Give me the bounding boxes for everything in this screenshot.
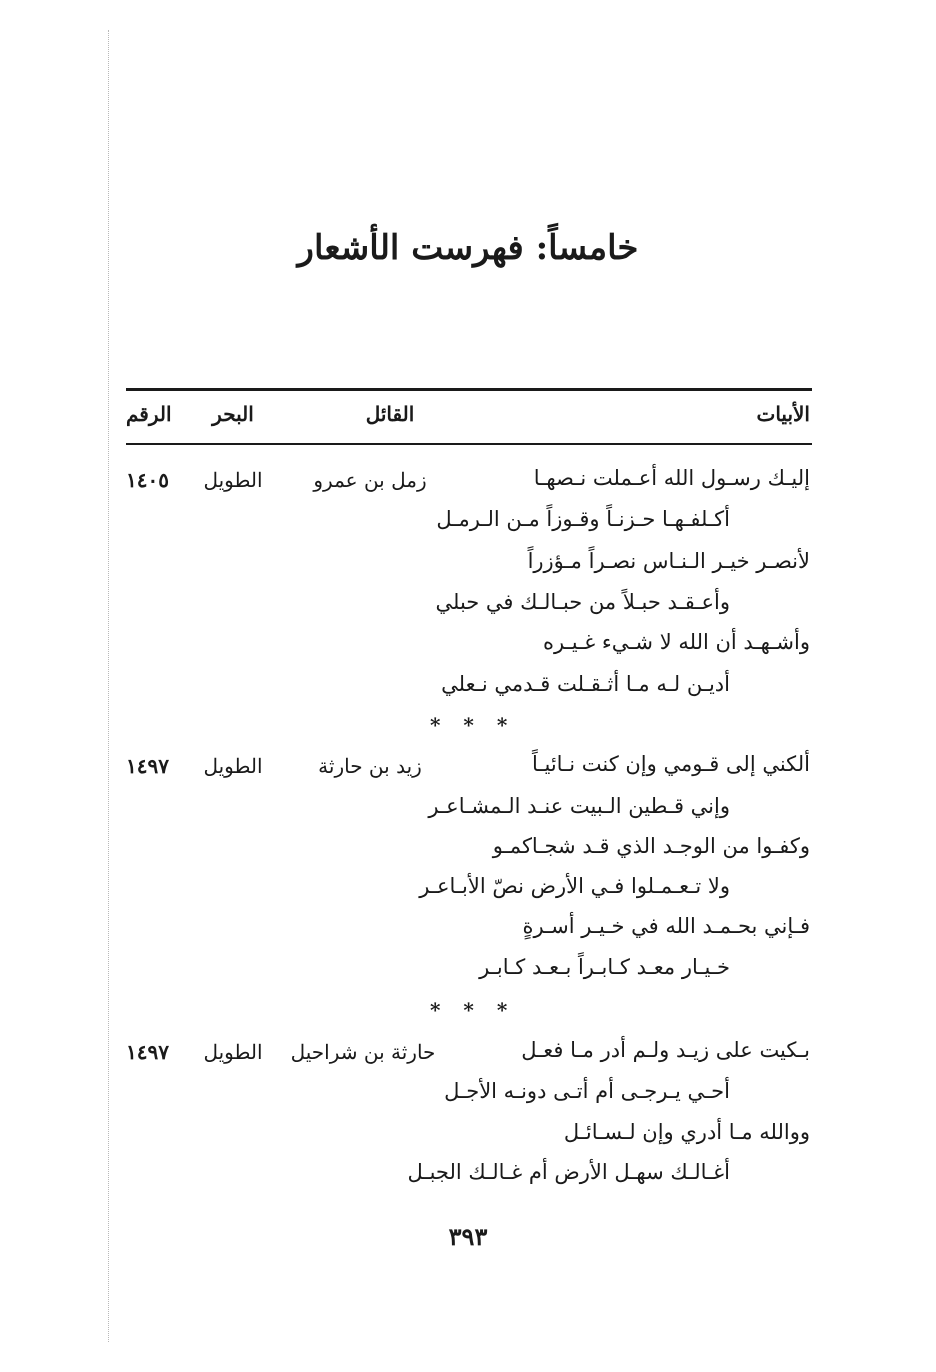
verse-line: ووالله مـا أدري وإن لـسـائـل — [563, 1120, 810, 1144]
entry-number: ١٤٠٥ — [126, 468, 169, 492]
section-separator: * * * — [430, 998, 516, 1022]
verse-line: أغـالـك سهـل الأرض أم غـالـك الجبـل — [407, 1160, 730, 1184]
verse-line: أحـي يـرجـى أم أتـى دونـه الأجـل — [444, 1079, 730, 1103]
entry-number: ١٤٩٧ — [126, 754, 169, 778]
poet-name: حارثة بن شراحيل — [290, 1040, 436, 1064]
header-meter: البحر — [212, 402, 254, 426]
verse-line: لأنصـر خيـر الـنـاس نصـراً مـؤزراً — [527, 549, 810, 573]
verse-line: ألكني إلى قـومي وإن كنت نـائيـاً — [531, 752, 810, 776]
verse-line: وأشـهـد أن الله لا شـيء غـيـره — [543, 630, 810, 654]
verse-line: فـإني بحـمـد الله في خـيـر أسـرةٍ — [522, 914, 810, 938]
page-number: ٣٩٣ — [448, 1222, 488, 1251]
verse-line: وإني قـطين الـبيت عنـد الـمشـاعـر — [428, 794, 730, 818]
verse-line: أكـلفـهـا حـزنـاً وقـوزاً مـن الـرمـل — [436, 507, 730, 531]
header-verses: الأبيات — [756, 402, 810, 426]
header-poet: القائل — [365, 402, 415, 426]
poet-name: زيد بن حارثة — [318, 754, 422, 778]
verse-line: وأعـقـد حبـلاً من حبـالـك في حبلي — [435, 590, 730, 614]
meter-name: الطويل — [203, 754, 263, 778]
table-top-rule — [126, 388, 812, 391]
meter-name: الطويل — [203, 468, 263, 492]
verse-line: أديـن لـه مـا أثـقـلت قـدمي نـعلي — [441, 672, 730, 696]
entry-number: ١٤٩٧ — [126, 1040, 169, 1064]
verse-line: بـكيت على زيـد ولـم أدر مـا فعـل — [521, 1038, 810, 1062]
poet-name: زمل بن عمرو — [313, 468, 427, 492]
verse-line: وكفـوا من الوجـد الذي قـد شجـاكمـو — [492, 834, 810, 858]
header-number: الرقم — [126, 402, 172, 426]
page-title: خامساً: فهرست الأشعار — [297, 228, 639, 268]
verse-line: إليـك رسـول الله أعـملت نـصهـا — [533, 466, 810, 490]
verse-line: خـيـار معـد كـابـراً بـعـد كـابـر — [479, 955, 730, 979]
meter-name: الطويل — [203, 1040, 263, 1064]
verse-line: ولا تـعـمـلوا فـي الأرض نصّ الأبـاعـر — [419, 874, 730, 898]
section-separator: * * * — [430, 713, 516, 737]
table-header-rule — [126, 443, 812, 445]
margin-line — [108, 30, 109, 1342]
